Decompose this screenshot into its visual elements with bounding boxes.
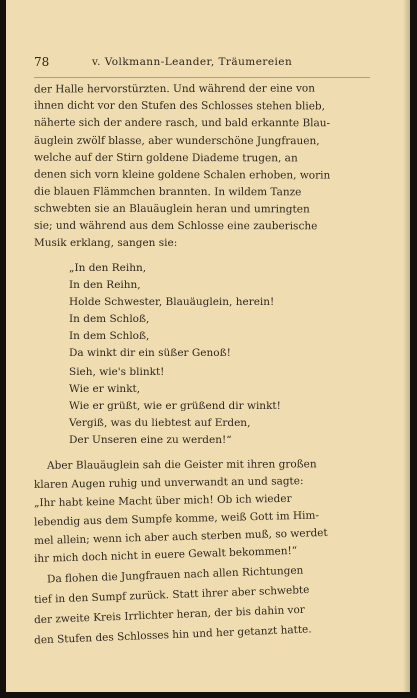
paragraph-line: der Halle hervorstürzten. Und während der eine von xyxy=(33,82,315,96)
poem-line: Holde Schwester, Blauäuglein, herein! xyxy=(69,296,275,308)
paragraph-line: der zweite Kreis Irrlichter heran, der bis dahin vor xyxy=(33,603,306,627)
running-title: v. Volkmann-Leander, Träumereien xyxy=(92,56,293,68)
poem-line: Wie er winkt, xyxy=(69,383,141,395)
poem-line: In dem Schloß, xyxy=(69,330,150,342)
book-page xyxy=(6,0,410,692)
paragraph-line: Aber Blauäuglein sah die Geister mit ihren großen xyxy=(46,458,317,472)
paragraph-line: klaren Augen ruhig und unverwandt an und sagte: xyxy=(33,475,304,491)
paragraph-line: lebendig aus dem Sumpfe komme, weiß Gott im Him- xyxy=(33,509,320,529)
poem-line: In dem Schloß, xyxy=(69,313,150,325)
paragraph-line: sie; und während aus dem Schlosse eine zauberische xyxy=(33,219,318,233)
poem-line: Wie er grüßt, wie er grüßend dir winkt! xyxy=(69,400,281,412)
paragraph-line: näherte sich der andere rasch, und bald erkannte Blau- xyxy=(33,116,331,130)
poem-line: Vergiß, was du liebtest auf Erden, xyxy=(69,417,251,429)
paragraph-line: ihnen dicht vor den Stufen des Schlosses stehen blieb, xyxy=(33,99,326,113)
paragraph-line: den Stufen des Schlosses hin und her getanzt hatte. xyxy=(33,623,312,647)
paragraph-line: Musik erklang, sangen sie: xyxy=(34,237,178,249)
poem-line: Sieh, wie's blinkt! xyxy=(69,366,165,378)
paragraph-line: die blauen Flämmchen brannten. In wildem Tanze xyxy=(33,185,302,199)
page-number: 78 xyxy=(34,55,50,69)
poem-line: In den Reihn, xyxy=(69,279,141,291)
paragraph-line: denen sich vorn kleine goldene Schalen erhoben, worin xyxy=(33,168,331,182)
poem-line: Der Unseren eine zu werden!“ xyxy=(69,434,232,446)
paragraph-line: äuglein zwölf blasse, aber wunderschöne Jungfrauen, xyxy=(33,134,320,148)
paragraph-line: tief in den Sumpf zurück. Statt ihrer aber schwebte xyxy=(33,583,310,607)
paragraph-line: schwebten sie an Blauäuglein heran und umringten xyxy=(33,202,310,216)
paragraph-line: Da flohen die Jungfrauen nach allen Richtungen xyxy=(46,564,304,586)
paragraph-line: welche auf der Stirn goldene Diademe trugen, an xyxy=(33,151,298,165)
poem-line: Da winkt dir ein süßer Genoß! xyxy=(69,347,231,359)
page-body xyxy=(6,0,410,692)
paragraph-line: „Ihr habt keine Macht über mich! Ob ich wieder xyxy=(33,492,292,510)
paragraph-line: mel allein; wenn ich aber auch sterben muß, so werdet xyxy=(33,526,328,548)
paragraph-line: ihr mich doch nicht in euere Gewalt bekommen!“ xyxy=(33,544,298,566)
poem-line: „In den Reihn, xyxy=(69,262,147,274)
